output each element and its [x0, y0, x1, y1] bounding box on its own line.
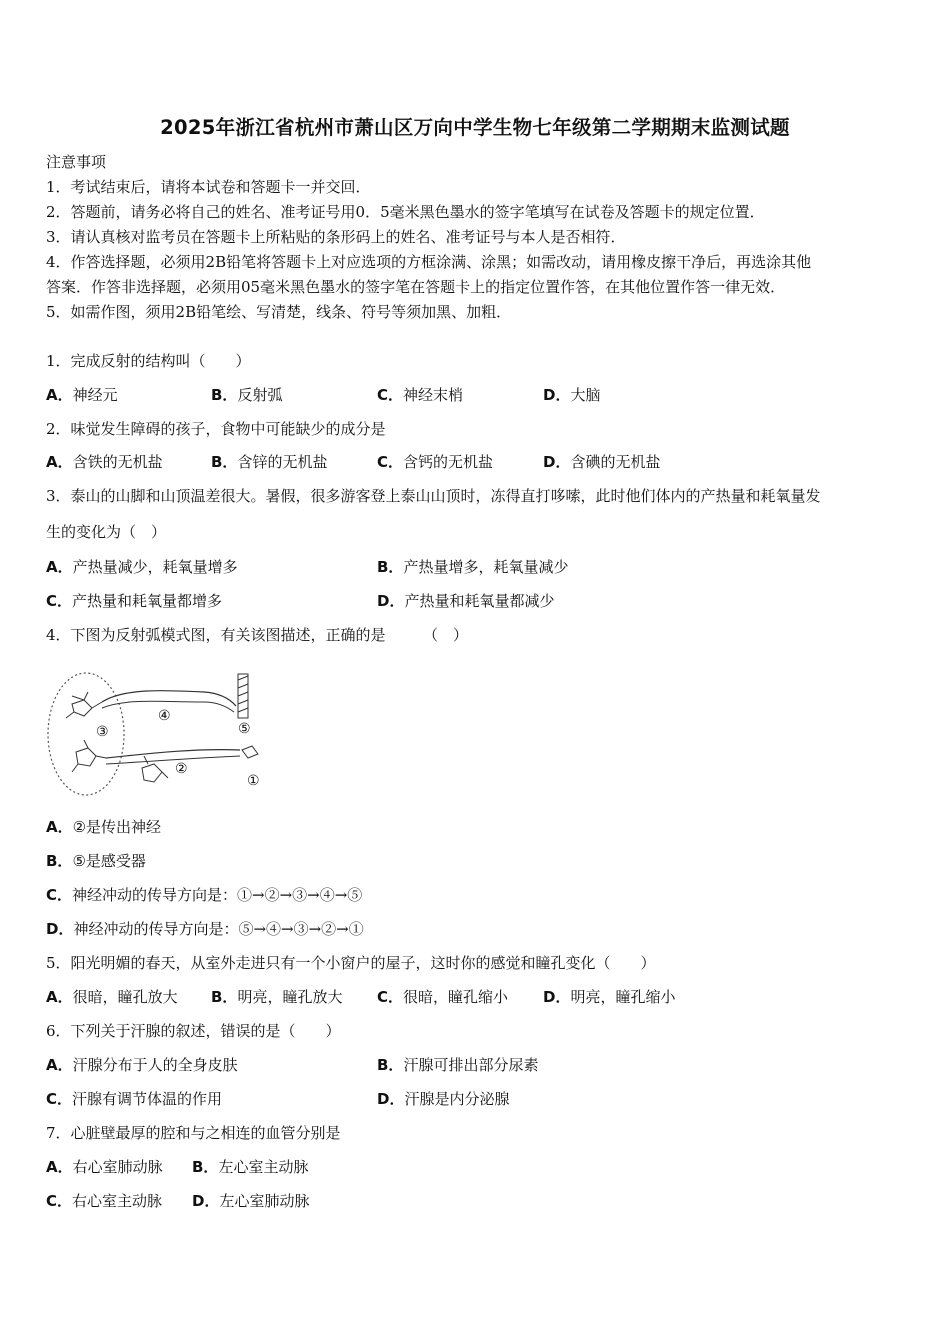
- notice-item: 答案．作答非选择题，必须用05毫米黑色墨水的签字笔在答题卡上的指定位置作答，在其他位置作答一律无效．: [46, 278, 786, 296]
- question-stem-continued: 生的变化为（ ）: [46, 523, 167, 541]
- option: A．含铁的无机盐: [46, 453, 163, 471]
- option: B．左心室主动脉: [192, 1158, 309, 1176]
- notice-item: 3．请认真核对监考员在答题卡上所粘贴的条形码上的姓名、准考证号与本人是否相符．: [46, 228, 626, 246]
- option: A．神经元: [46, 386, 118, 404]
- option: D．神经冲动的传导方向是：⑤→④→③→②→①: [46, 920, 364, 938]
- diagram-label: ②: [175, 761, 188, 777]
- option: D．汗腺是内分泌腺: [377, 1090, 510, 1108]
- notice-item: 1．考试结束后，请将本试卷和答题卡一并交回．: [46, 178, 371, 196]
- option: A．很暗，瞳孔放大: [46, 988, 178, 1006]
- notice-item: 2．答题前，请务必将自己的姓名、准考证号用0．5毫米黑色墨水的签字笔填写在试卷及答题卡的规定位置．: [46, 203, 765, 221]
- option: A．产热量减少，耗氧量增多: [46, 558, 238, 576]
- option: B．⑤是感受器: [46, 852, 146, 870]
- notice-heading: 注意事项: [46, 153, 107, 171]
- option: C．神经末梢: [377, 386, 464, 404]
- option: D．含碘的无机盐: [543, 453, 661, 471]
- option: C．神经冲动的传导方向是：①→②→③→④→⑤: [46, 886, 363, 904]
- question-stem: 7．心脏壁最厚的腔和与之相连的血管分别是: [46, 1124, 341, 1142]
- diagram-label: ①: [247, 773, 260, 789]
- option: D．明亮，瞳孔缩小: [543, 988, 676, 1006]
- notice-item: 5．如需作图，须用2B铅笔绘、写清楚，线条、符号等须加黑、加粗．: [46, 303, 512, 321]
- option: A．汗腺分布于人的全身皮肤: [46, 1056, 238, 1074]
- option: A．②是传出神经: [46, 818, 162, 836]
- option: B．汗腺可排出部分尿素: [377, 1056, 539, 1074]
- option: C．右心室主动脉: [46, 1192, 163, 1210]
- diagram-label: ③: [96, 724, 109, 740]
- option: B．产热量增多，耗氧量减少: [377, 558, 569, 576]
- option: D．产热量和耗氧量都减少: [377, 592, 555, 610]
- option: B．明亮，瞳孔放大: [211, 988, 343, 1006]
- question-stem: 3．泰山的山脚和山顶温差很大。暑假，很多游客登上泰山山顶时，冻得直打哆嗦，此时他们体内的产热量和耗氧量发: [46, 487, 821, 505]
- neuron-cell: [72, 740, 106, 772]
- notice-item: 4．作答选择题，必须用2B铅笔将答题卡上对应选项的方框涂满、涂黑；如需改动，请用橡皮擦干净后，再选涂其他: [46, 253, 812, 271]
- option: B．含锌的无机盐: [211, 453, 328, 471]
- option: C．汗腺有调节体温的作用: [46, 1090, 223, 1108]
- option: B．反射弧: [211, 386, 283, 404]
- option: D．左心室肺动脉: [192, 1192, 310, 1210]
- neuron-cell: [66, 692, 102, 718]
- option: A．右心室肺动脉: [46, 1158, 163, 1176]
- question-stem: 6．下列关于汗腺的叙述，错误的是（ ）: [46, 1022, 341, 1040]
- question-stem: 4．下图为反射弧模式图，有关该图描述，正确的是 （ ）: [46, 626, 469, 644]
- diagram-label: ⑤: [238, 721, 251, 737]
- nerve-center-outline: [48, 673, 124, 795]
- option: C．很暗，瞳孔缩小: [377, 988, 509, 1006]
- question-stem: 2．味觉发生障碍的孩子，食物中可能缺少的成分是: [46, 420, 386, 438]
- option: D．大脑: [543, 386, 601, 404]
- option: C．产热量和耗氧量都增多: [46, 592, 223, 610]
- page-title: 2025年浙江省杭州市萧山区万向中学生物七年级第二学期期末监测试题: [160, 116, 790, 139]
- option: C．含钙的无机盐: [377, 453, 494, 471]
- diagram-label: ④: [158, 708, 171, 724]
- question-stem: 5．阳光明媚的春天，从室外走进只有一个小窗户的屋子，这时你的感觉和瞳孔变化（ ）: [46, 954, 656, 972]
- question-stem: 1．完成反射的结构叫（ ）: [46, 352, 251, 370]
